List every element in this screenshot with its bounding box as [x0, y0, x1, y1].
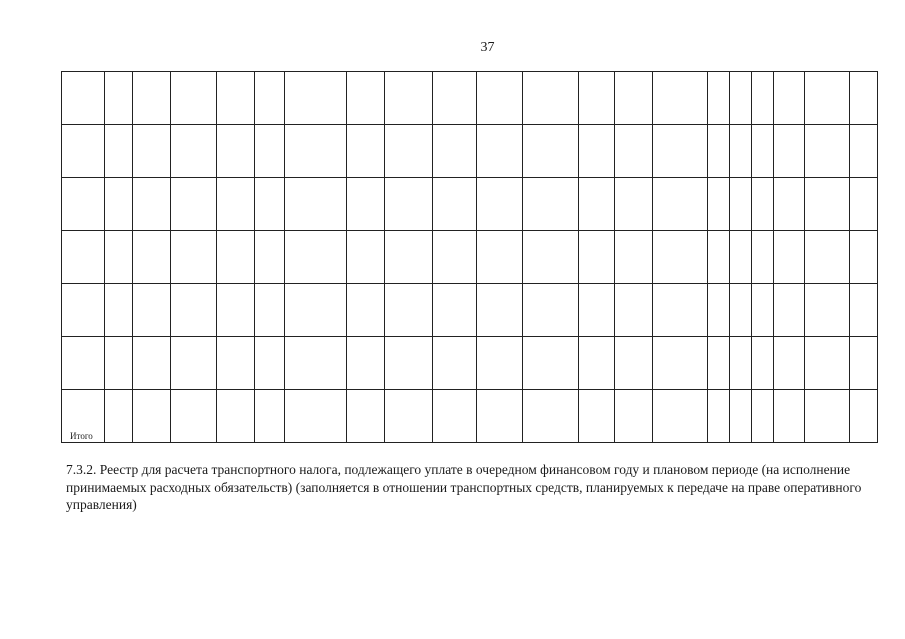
table-cell	[523, 284, 578, 337]
table-cell	[477, 390, 523, 443]
table-cell	[347, 337, 385, 390]
table-cell	[751, 178, 773, 231]
table-cell	[433, 125, 477, 178]
table-cell	[217, 231, 255, 284]
table-cell	[217, 390, 255, 443]
table-cell	[751, 231, 773, 284]
table-row	[62, 231, 878, 284]
table-cell	[804, 125, 849, 178]
table-cell	[523, 125, 578, 178]
table-cell	[477, 284, 523, 337]
table-cell	[285, 178, 347, 231]
table-cell	[133, 231, 171, 284]
total-row	[62, 390, 878, 443]
table-cell	[433, 178, 477, 231]
table-cell	[433, 284, 477, 337]
table-cell	[255, 231, 285, 284]
table-cell	[385, 178, 433, 231]
table-row	[62, 284, 878, 337]
table-cell	[255, 72, 285, 125]
table-cell	[477, 72, 523, 125]
table-cell	[614, 178, 652, 231]
table-cell	[578, 72, 614, 125]
table-cell	[347, 390, 385, 443]
table-cell	[347, 284, 385, 337]
table-cell	[614, 125, 652, 178]
table-cell	[523, 390, 578, 443]
table-cell	[729, 284, 751, 337]
table-cell	[804, 337, 849, 390]
total-label-cell	[62, 390, 105, 443]
table-cell	[707, 284, 729, 337]
table-cell	[433, 337, 477, 390]
total-label: Итого	[70, 431, 93, 441]
table-cell	[614, 72, 652, 125]
table-cell	[523, 178, 578, 231]
table-cell	[347, 125, 385, 178]
table-row	[62, 178, 878, 231]
table-cell	[707, 178, 729, 231]
table-cell	[171, 178, 217, 231]
table-cell	[133, 284, 171, 337]
table-cell	[285, 231, 347, 284]
table-cell	[385, 337, 433, 390]
table-cell	[477, 337, 523, 390]
table-cell	[578, 337, 614, 390]
table-cell	[652, 72, 707, 125]
table-cell	[385, 231, 433, 284]
table-cell	[347, 178, 385, 231]
table-cell	[62, 178, 105, 231]
table-cell	[804, 284, 849, 337]
table-cell	[171, 284, 217, 337]
table-cell	[217, 178, 255, 231]
table-cell	[849, 72, 877, 125]
table-cell	[285, 284, 347, 337]
table-row	[62, 125, 878, 178]
table-cell	[217, 125, 255, 178]
table-cell	[614, 231, 652, 284]
table-cell	[523, 231, 578, 284]
table-cell	[729, 125, 751, 178]
table-cell	[433, 72, 477, 125]
table-cell	[578, 125, 614, 178]
table-cell	[773, 72, 804, 125]
table-cell	[729, 72, 751, 125]
table-cell	[255, 284, 285, 337]
table-cell	[171, 337, 217, 390]
table-cell	[62, 231, 105, 284]
table-cell	[804, 390, 849, 443]
table-cell	[773, 231, 804, 284]
table-row	[62, 337, 878, 390]
table-cell	[578, 178, 614, 231]
table-cell	[105, 390, 133, 443]
table-cell	[751, 72, 773, 125]
table-cell	[707, 337, 729, 390]
table-cell	[133, 125, 171, 178]
table-cell	[849, 231, 877, 284]
table-cell	[255, 337, 285, 390]
table-cell	[62, 337, 105, 390]
table-cell	[347, 231, 385, 284]
table-cell	[804, 72, 849, 125]
table-cell	[729, 337, 751, 390]
table-cell	[171, 390, 217, 443]
table-cell	[477, 231, 523, 284]
table-cell	[751, 390, 773, 443]
table-cell	[477, 178, 523, 231]
table-cell	[614, 337, 652, 390]
table-cell	[171, 231, 217, 284]
table-cell	[433, 231, 477, 284]
table-cell	[804, 231, 849, 284]
table-cell	[62, 125, 105, 178]
table-cell	[385, 284, 433, 337]
table-cell	[773, 337, 804, 390]
table-cell	[105, 284, 133, 337]
table-cell	[285, 337, 347, 390]
table-cell	[578, 284, 614, 337]
table-cell	[105, 125, 133, 178]
table-cell	[105, 178, 133, 231]
table-cell	[773, 284, 804, 337]
table-cell	[707, 390, 729, 443]
table-cell	[578, 390, 614, 443]
table-cell	[133, 72, 171, 125]
table-cell	[652, 125, 707, 178]
table-cell	[133, 178, 171, 231]
table-cell	[133, 337, 171, 390]
table-cell	[849, 178, 877, 231]
table-cell	[105, 231, 133, 284]
table-cell	[707, 72, 729, 125]
table-cell	[729, 231, 751, 284]
table-cell	[849, 125, 877, 178]
table-cell	[385, 125, 433, 178]
table-cell	[217, 337, 255, 390]
table-cell	[217, 284, 255, 337]
table-cell	[433, 390, 477, 443]
table-cell	[285, 125, 347, 178]
table-cell	[285, 390, 347, 443]
table-cell	[347, 72, 385, 125]
table-cell	[578, 231, 614, 284]
table-cell	[849, 390, 877, 443]
table-cell	[614, 390, 652, 443]
table-cell	[707, 231, 729, 284]
table-cell	[751, 284, 773, 337]
table-cell	[729, 390, 751, 443]
table-cell	[652, 231, 707, 284]
table-cell	[385, 390, 433, 443]
table-cell	[255, 390, 285, 443]
table-cell	[773, 390, 804, 443]
table-cell	[652, 337, 707, 390]
table-cell	[523, 337, 578, 390]
table-cell	[62, 284, 105, 337]
table-cell	[804, 178, 849, 231]
table-cell	[385, 72, 433, 125]
table-cell	[849, 284, 877, 337]
table-cell	[523, 72, 578, 125]
table-cell	[729, 178, 751, 231]
table-cell	[477, 125, 523, 178]
table-cell	[707, 125, 729, 178]
table-cell	[255, 178, 285, 231]
table-row	[62, 72, 878, 125]
table-cell	[105, 337, 133, 390]
table-cell	[171, 125, 217, 178]
table-cell	[773, 125, 804, 178]
table-cell	[285, 72, 347, 125]
table-cell	[171, 72, 217, 125]
table-cell	[652, 178, 707, 231]
table-cell	[133, 390, 171, 443]
table-cell	[751, 337, 773, 390]
table-cell	[652, 284, 707, 337]
table-cell	[62, 72, 105, 125]
table-cell	[255, 125, 285, 178]
register-grid-table	[61, 71, 878, 443]
table-cell	[614, 284, 652, 337]
table-cell	[751, 125, 773, 178]
table-cell	[652, 390, 707, 443]
table-cell	[849, 337, 877, 390]
page-number: 37	[480, 40, 495, 55]
table-cell	[217, 72, 255, 125]
table-cell	[105, 72, 133, 125]
table-cell	[773, 178, 804, 231]
section-caption: 7.3.2. Реестр для расчета транспортного налога, подлежащего уплате в очередном финансовом году и плановом периоде (на исполнение принимаемых расходных обязательств) (заполняется в отношении транспортных средств, планируемых к передаче на праве оперативного управления)	[66, 462, 862, 512]
